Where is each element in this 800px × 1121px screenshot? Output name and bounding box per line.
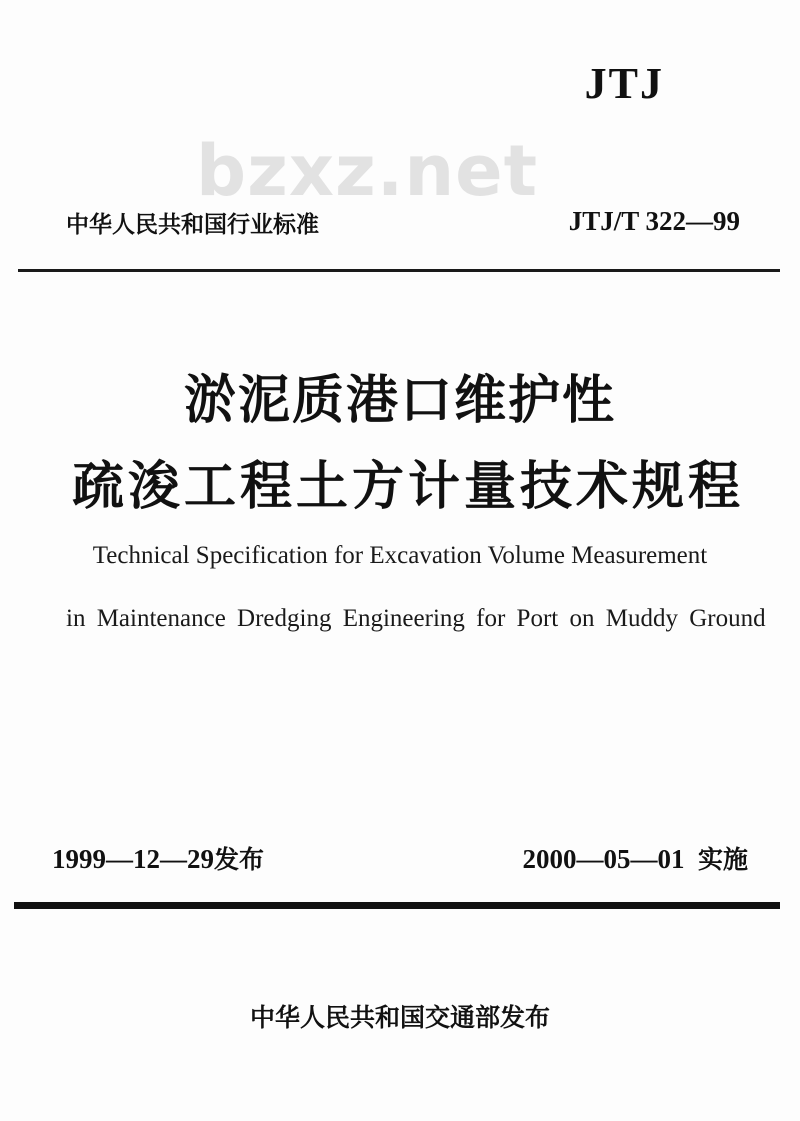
bottom-divider (14, 902, 780, 909)
watermark: bzxz.net (196, 130, 539, 212)
issue-date (52, 840, 264, 876)
title-english-line-2: in Maintenance Dredging Engineering for Port on Muddy Ground (66, 605, 766, 632)
title-chinese-line-2: 疏浚工程土方计量技术规程 (71, 457, 744, 517)
standard-code: JTJ/T 322—99 (568, 206, 740, 236)
implementation-date (522, 840, 748, 876)
jtj-logo: JTJ (584, 59, 664, 108)
publisher: 中华人民共和国交通部发布 (249, 1003, 550, 1032)
top-divider (18, 269, 780, 272)
implementation-date-suffix: 实施 (697, 845, 748, 874)
title-english-line-1: Technical Specification for Excavation Volume Measurement (92, 542, 708, 569)
standard-category: 中华人民共和国行业标准 (66, 212, 319, 238)
title-chinese-line-1: 淤泥质港口维护性 (183, 371, 616, 431)
issue-date-value: 1999—12—29 (52, 844, 214, 874)
issue-date-suffix: 发布 (214, 845, 265, 874)
implementation-date-value: 2000—05—01 (522, 844, 685, 874)
